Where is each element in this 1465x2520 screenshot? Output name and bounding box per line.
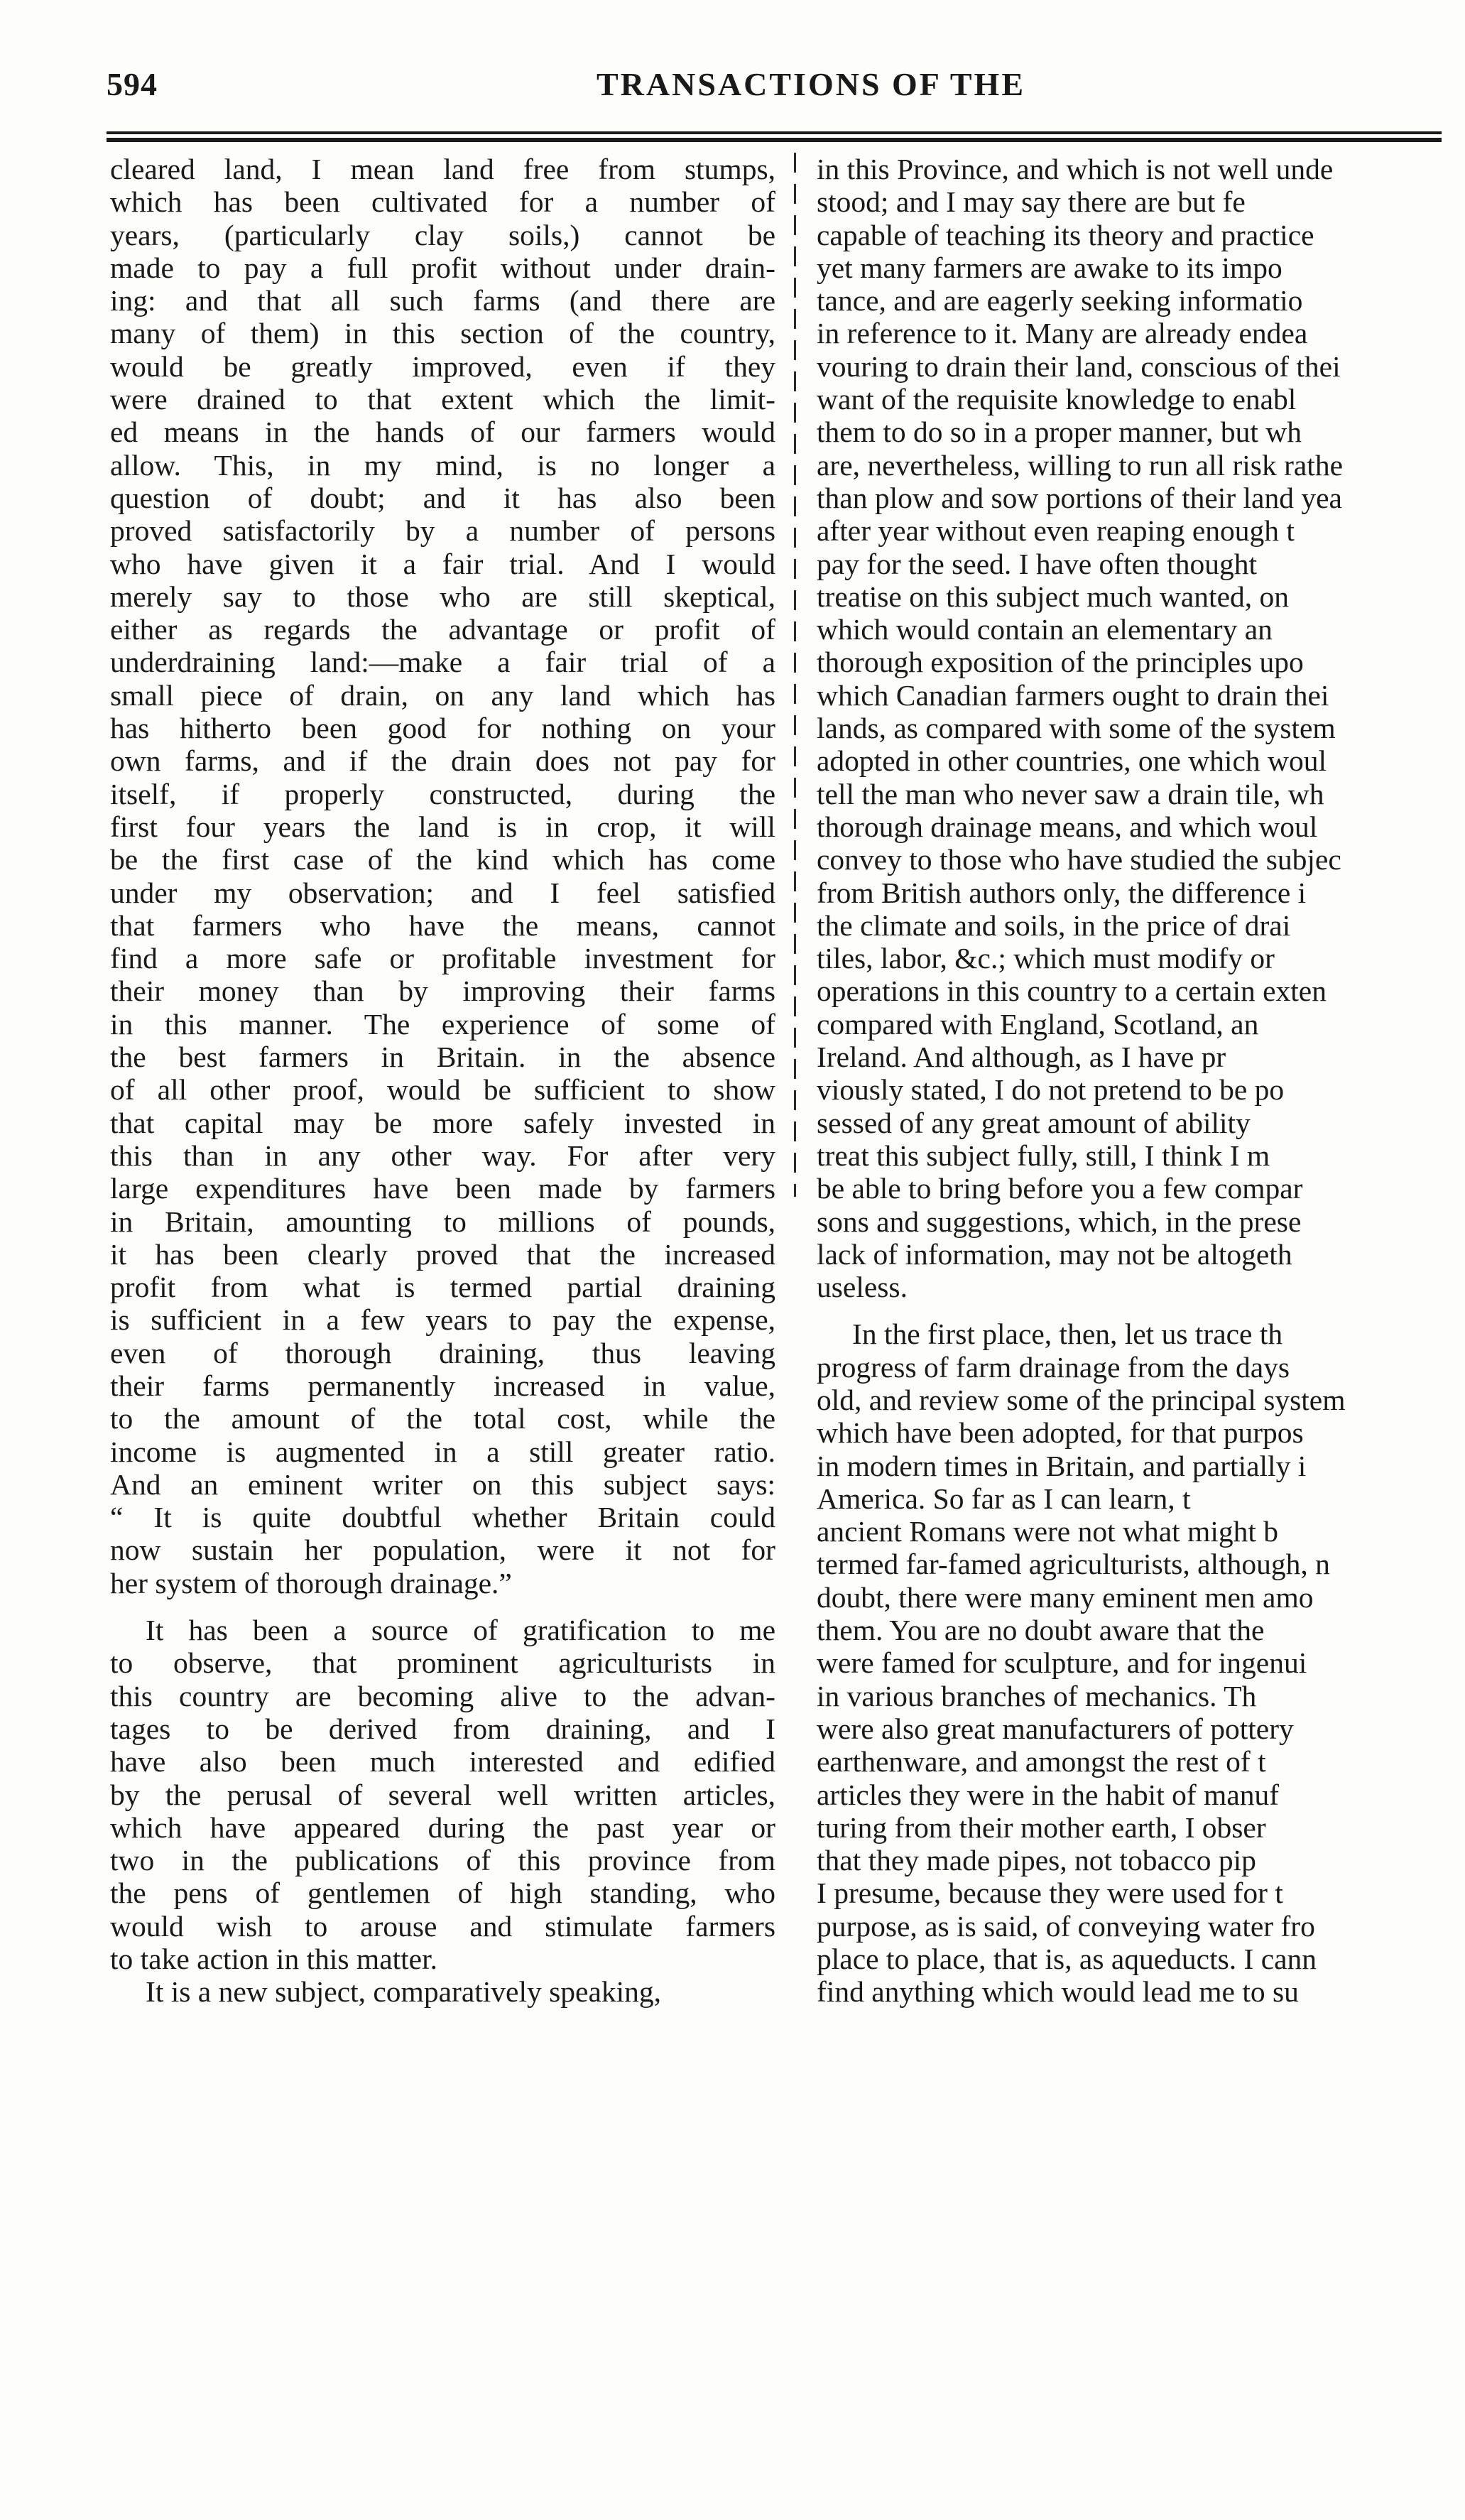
left-column (110, 153, 775, 2009)
text-line: two in the publications of this province from (110, 1844, 775, 1877)
text-line: place to place, that is, as aqueducts. I cann (817, 1943, 1317, 1976)
text-line: lands, as compared with some of the system (817, 712, 1336, 745)
right-paragraph-1 (817, 153, 1434, 1303)
text-line: doubt, there were many eminent men amo (817, 1580, 1314, 1614)
text-line: would wish to arouse and stimulate farmers (110, 1909, 775, 1943)
text-line: in various branches of mechanics. Th (817, 1679, 1257, 1712)
text-line: profit from what is termed partial draining (110, 1271, 775, 1304)
text-line: first four years the land is in crop, it will (110, 810, 775, 843)
text-line: the pens of gentlemen of high standing, who (110, 1877, 775, 1910)
text-line: proved satisfactorily by a number of persons (110, 514, 775, 548)
text-line: which have been adopted, for that purpos (817, 1416, 1304, 1450)
text-line: to take action in this matter. (110, 1943, 437, 1976)
left-paragraph-2 (110, 1614, 775, 1975)
text-line: allow. This, in my mind, is no longer a (110, 448, 775, 482)
text-line: It is a new subject, comparatively speaking, (146, 1975, 662, 2009)
text-line: vouring to drain their land, conscious of thei (817, 349, 1341, 383)
text-line: sessed of any great amount of ability (817, 1106, 1251, 1139)
left-paragraph-1 (110, 153, 775, 1600)
text-line: in reference to it. Many are already endea (817, 317, 1308, 350)
text-line: Ireland. And although, as I have pr (817, 1041, 1226, 1074)
text-line: than plow and sow portions of their land yea (817, 481, 1342, 514)
text-line: It has been a source of gratification to me (146, 1614, 775, 1647)
text-line: would be greatly improved, even if they (110, 349, 775, 383)
text-line: after year without even reaping enough t (817, 514, 1295, 548)
text-line: her system of thorough drainage.” (110, 1566, 512, 1600)
text-line: thorough exposition of the principles upo (817, 646, 1304, 679)
text-line: in modern times in Britain, and partially i (817, 1449, 1307, 1482)
text-line: “ It is quite doubtful whether Britain could (110, 1501, 775, 1534)
text-line: stood; and I may say there are but fe (817, 185, 1246, 219)
text-line: itself, if properly constructed, during the (110, 777, 775, 810)
text-line: ing: and that all such farms (and there are (110, 284, 775, 317)
text-line: that capital may be more safely invested in (110, 1106, 775, 1139)
text-line: question of doubt; and it has also been (110, 481, 775, 514)
text-line: tiles, labor, &c.; which must modify or (817, 942, 1275, 975)
text-line: sons and suggestions, which, in the prese (817, 1205, 1302, 1238)
text-line: them to do so in a proper manner, but wh (817, 416, 1302, 449)
text-line: be able to bring before you a few compar (817, 1172, 1303, 1205)
text-line: to observe, that prominent agriculturists in (110, 1646, 775, 1680)
page-number: 594 (107, 66, 158, 102)
text-line: them. You are no doubt aware that the (817, 1614, 1265, 1647)
text-line: in this manner. The experience of some of (110, 1007, 775, 1041)
text-line: their money than by improving their farms (110, 974, 775, 1008)
text-line: tages to be derived from draining, and I (110, 1712, 775, 1745)
text-line: tance, and are eagerly seeking informatio (817, 284, 1303, 317)
text-line: be the first case of the kind which has come (110, 843, 775, 876)
text-line: large expenditures have been made by farmers (110, 1172, 775, 1205)
text-line: were famed for sculpture, and for ingenui (817, 1646, 1307, 1680)
text-line: termed far-famed agriculturists, although, n (817, 1548, 1330, 1581)
text-line: thorough drainage means, and which woul (817, 810, 1318, 843)
text-line: find anything which would lead me to su (817, 1975, 1299, 2009)
text-line: who have given it a fair trial. And I would (110, 547, 775, 580)
text-line: which has been cultivated for a number of (110, 185, 775, 219)
text-line: which have appeared during the past year or (110, 1810, 775, 1844)
text-line: small piece of drain, on any land which has (110, 678, 775, 712)
text-line: adopted in other countries, one which woul (817, 744, 1327, 778)
text-line: purpose, as is said, of conveying water fro (817, 1909, 1315, 1943)
text-line: And an eminent writer on this subject says: (110, 1467, 775, 1501)
text-line: by the perusal of several well written articles, (110, 1778, 775, 1811)
text-line: to the amount of the total cost, while the (110, 1402, 775, 1435)
right-column (817, 153, 1434, 2009)
text-line: from British authors only, the difference i (817, 876, 1307, 909)
text-line: America. So far as I can learn, t (817, 1482, 1191, 1515)
text-line: years, (particularly clay soils,) cannot be (110, 218, 775, 251)
text-line: own farms, and if the drain does not pay for (110, 744, 775, 778)
text-line: many of them) in this section of the country, (110, 317, 775, 350)
text-line: find a more safe or profitable investment for (110, 942, 775, 975)
text-line: the best farmers in Britain. in the absence (110, 1041, 775, 1074)
text-line: operations in this country to a certain exten (817, 974, 1327, 1008)
text-line: ancient Romans were not what might b (817, 1515, 1279, 1548)
text-line: compared with England, Scotland, an (817, 1007, 1259, 1041)
text-line: convey to those who have studied the subjec (817, 843, 1341, 876)
text-line: has hitherto been good for nothing on your (110, 712, 775, 745)
text-line: it has been clearly proved that the increased (110, 1237, 775, 1271)
header-rule-thick (107, 138, 1442, 142)
text-line: now sustain her population, were it not for (110, 1533, 775, 1567)
text-line: tell the man who never saw a drain tile, wh (817, 777, 1324, 810)
column-divider (794, 153, 796, 1197)
text-line: have also been much interested and edified (110, 1745, 775, 1778)
text-line: cleared land, I mean land free from stumps, (110, 153, 775, 185)
right-paragraph-2 (817, 1318, 1434, 2008)
text-line: pay for the seed. I have often thought (817, 547, 1257, 580)
text-line: which Canadian farmers ought to drain thei (817, 678, 1329, 712)
text-line: are, nevertheless, willing to run all risk rathe (817, 448, 1344, 482)
page-header (107, 65, 1442, 115)
text-line: either as regards the advantage or profit of (110, 613, 775, 646)
text-line: ed means in the hands of our farmers would (110, 416, 775, 449)
header-rule-thin (107, 131, 1442, 134)
text-line: their farms permanently increased in value, (110, 1369, 775, 1402)
text-line: want of the requisite knowledge to enabl (817, 383, 1297, 416)
text-line: earthenware, and amongst the rest of t (817, 1745, 1266, 1778)
text-line: merely say to those who are still skeptical, (110, 580, 775, 613)
text-line: turing from their mother earth, I obser (817, 1810, 1266, 1844)
text-line: were drained to that extent which the limit- (110, 383, 775, 416)
text-line: useless. (817, 1271, 908, 1304)
text-line: In the first place, then, let us trace th (852, 1318, 1283, 1351)
text-line: I presume, because they were used for t (817, 1877, 1283, 1910)
text-line: income is augmented in a still greater ratio. (110, 1435, 775, 1468)
text-line: capable of teaching its theory and practice (817, 218, 1314, 251)
text-line: lack of information, may not be altogeth (817, 1237, 1292, 1271)
text-line: yet many farmers are awake to its impo (817, 251, 1282, 284)
text-line: old, and review some of the principal system (817, 1383, 1346, 1416)
text-line: treat this subject fully, still, I think I m (817, 1139, 1270, 1172)
text-line: made to pay a full profit without under drain- (110, 251, 775, 284)
text-line: is sufficient in a few years to pay the expense, (110, 1303, 775, 1337)
text-line: this country are becoming alive to the advan- (110, 1679, 775, 1712)
text-line: under my observation; and I feel satisfied (110, 876, 775, 909)
text-line: in this Province, and which is not well unde (817, 153, 1334, 185)
text-line: underdraining land:—make a fair trial of a (110, 646, 775, 679)
text-line: viously stated, I do not pretend to be po (817, 1073, 1285, 1107)
text-line: which would contain an elementary an (817, 613, 1273, 646)
text-line: progress of farm drainage from the days (817, 1350, 1290, 1384)
text-line: were also great manufacturers of pottery (817, 1712, 1294, 1745)
left-paragraph-3 (110, 1975, 775, 2008)
text-line: treatise on this subject much wanted, on (817, 580, 1289, 613)
text-line: of all other proof, would be sufficient to show (110, 1073, 775, 1107)
text-line: the climate and soils, in the price of drai (817, 908, 1291, 942)
text-line: this than in any other way. For after very (110, 1139, 775, 1172)
text-line: in Britain, amounting to millions of pounds, (110, 1205, 775, 1238)
text-line: even of thorough draining, thus leaving (110, 1336, 775, 1369)
text-line: articles they were in the habit of manuf (817, 1778, 1280, 1811)
text-line: that farmers who have the means, cannot (110, 908, 775, 942)
text-line: that they made pipes, not tobacco pip (817, 1844, 1256, 1877)
running-head: TRANSACTIONS OF THE (597, 66, 1026, 102)
